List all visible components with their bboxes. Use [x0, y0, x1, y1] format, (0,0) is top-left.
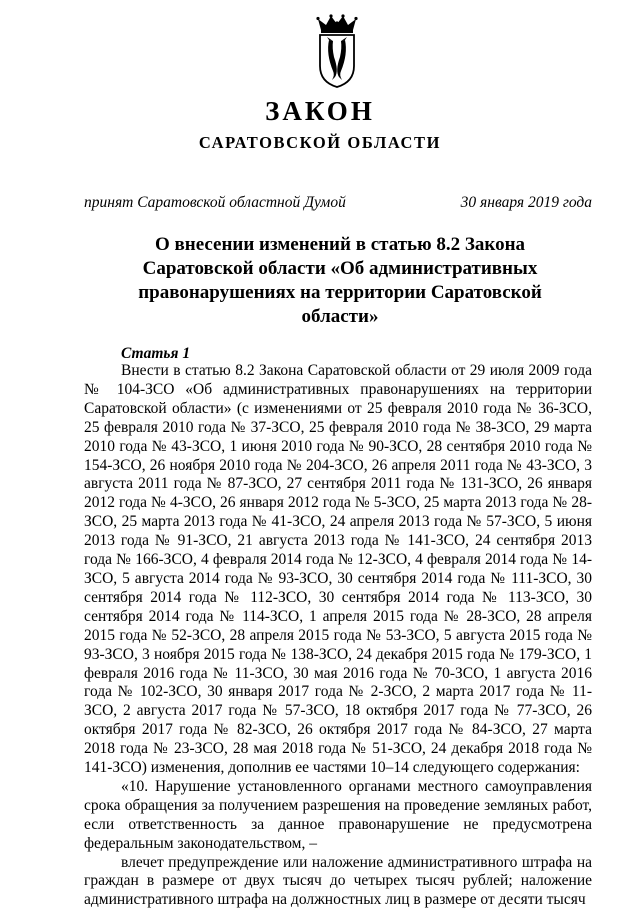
- article-paragraph: Внести в статью 8.2 Закона Саратовской области от 29 июля 2009 года № 104-ЗСО «Об административных правонарушениях на территории Саратовской области» (с изменениями от 25 февраля 2010 года № 36-ЗСО, 25 февраля 2010 года № 37-ЗСО, 25 февраля 2010 года № 38-ЗСО, 29 марта 2010 года № 43-ЗСО, 1 июня 2010 года № 90-ЗСО, 28 сентября 2010 года № 154-ЗСО, 26 ноября 2010 года № 204-ЗСО, 26 апреля 2011 года № 43-ЗСО, 3 августа 2011 года № 87-ЗСО, 27 сентября 2011 года № 131-ЗСО, 26 января 2012 года № 4-ЗСО, 26 января 2012 года № 5-ЗСО, 25 марта 2013 года № 28-ЗСО, 25 марта 2013 года № 41-ЗСО, 24 апреля 2013 года № 57-ЗСО, 5 июня 2013 года № 91-ЗСО, 21 августа 2013 года № 141-ЗСО, 24 сентября 2013 года № 166-ЗСО, 4 февраля 2014 года № 12-ЗСО, 4 февраля 2014 года № 14-ЗСО, 5 августа 2014 года № 93-ЗСО, 30 сентября 2014 года № 111-ЗСО, 30 сентября 2014 года № 112-ЗСО, 30 сентября 2014 года № 113-ЗСО, 30 сентября 2014 года № 114-ЗСО, 1 апреля 2015 года № 28-ЗСО, 28 апреля 2015 года № 52-ЗСО, 28 апреля 2015 года № 53-ЗСО, 5 августа 2015 года № 93-ЗСО, 3 ноября 2015 года № 138-ЗСО, 24 декабря 2015 года № 179-ЗСО, 1 февраля 2016 года № 11-ЗСО, 30 мая 2016 года № 70-ЗСО, 1 августа 2016 года № 102-ЗСО, 30 января 2017 года № 2-ЗСО, 2 марта 2017 года № 11-ЗСО, 2 августа 2017 года № 57-ЗСО, 18 октября 2017 года № 77-ЗСО, 26 октября 2017 года № 82-ЗСО, 26 октября 2017 года № 84-ЗСО, 27 марта 2018 года № 23-ЗСО, 28 мая 2018 года № 51-ЗСО, 24 декабря 2018 года № 141-ЗСО) изменения, дополнив ее частями 10–14 следующего содержания:: [84, 362, 592, 777]
- law-region: САРАТОВСКОЙ ОБЛАСТИ: [198, 133, 442, 152]
- article-paragraph: «10. Нарушение установленного органами местного самоуправления срока обращения за получением разрешения на проведение земляных работ, если ответственность за данное правонарушение не предусмотрена федеральным законодательством, –: [84, 777, 592, 852]
- adopted-by: принят Саратовской областной Думой: [84, 194, 346, 211]
- article-title: Статья 1: [121, 345, 191, 362]
- article-paragraph: влечет предупреждение или наложение административного штрафа на граждан в размере от двух тысяч до четырех тысяч рублей; наложение административного штрафа на должностных лиц в размере от десяти тысяч: [84, 853, 592, 909]
- adopted-date: 30 января 2019 года: [460, 194, 592, 211]
- law-title: ЗАКОН: [265, 96, 375, 126]
- article-body: [84, 362, 592, 910]
- saratov-coat-of-arms-icon: [312, 14, 362, 88]
- law-heading: О внесении изменений в статью 8.2 Закона Саратовской области «Об административных правонарушениях на территории Саратовской области»: [138, 234, 542, 327]
